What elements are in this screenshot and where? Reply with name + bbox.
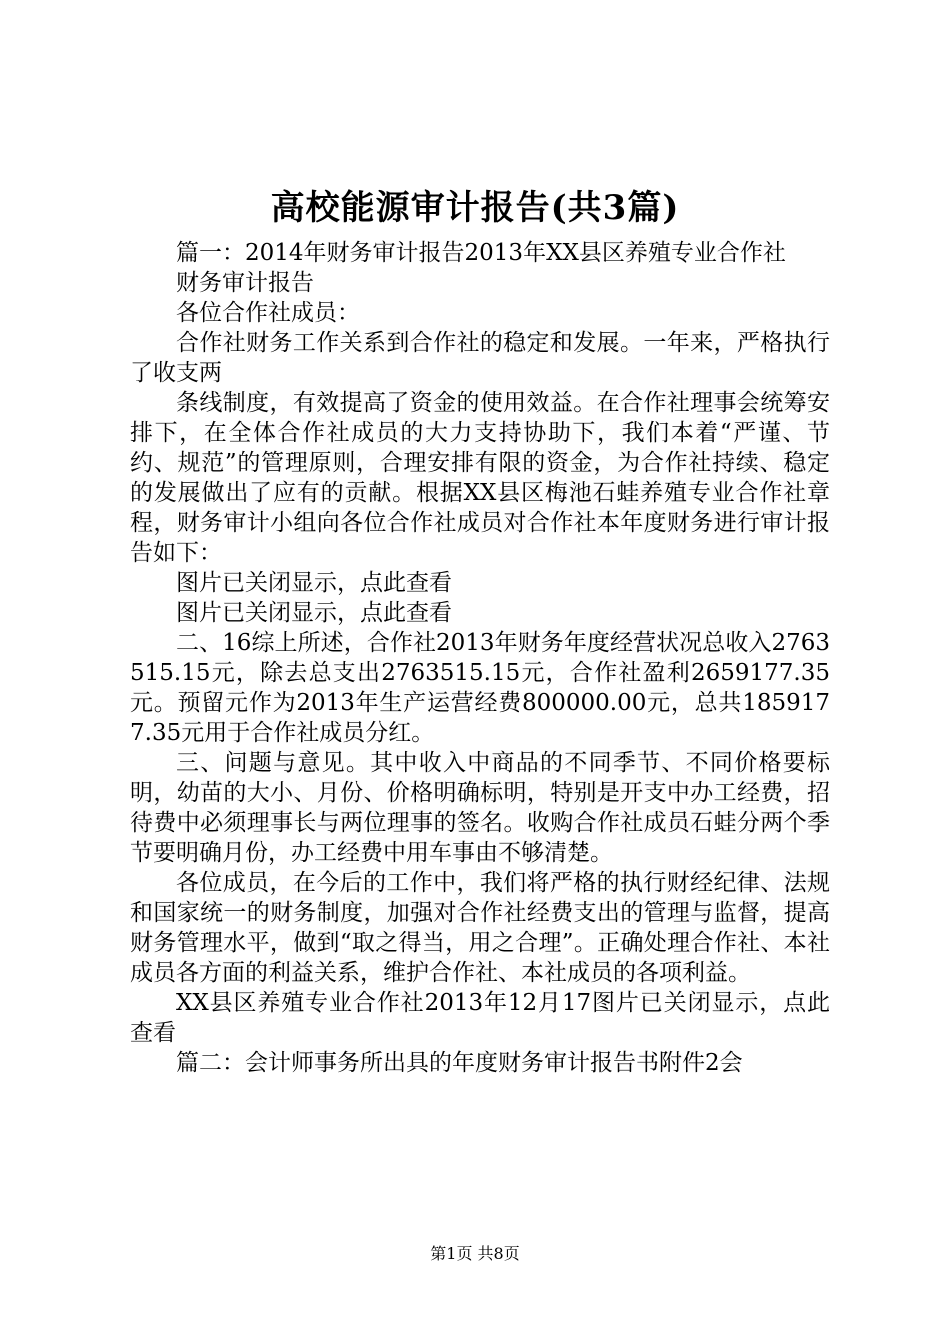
paragraph-closing: 各位成员，在今后的工作中，我们将严格的执行财经纪律、法规和国家统一的财务制度，加强对合作社经费支出的管理与监督，提高财务管理水平，做到“取之得当，用之合理”。正确处理合作社、本社成员各方面的利益关系，维护合作社、本社成员的各项利益。 <box>130 870 830 986</box>
paragraph-section-two-heading: 篇二：会计师事务所出具的年度财务审计报告书附件2会 <box>176 1050 743 1076</box>
paragraph-intro: 合作社财务工作关系到合作社的稳定和发展。一年来，严格执行了收支两 <box>130 330 830 386</box>
paragraph-summary: 二、16综上所述，合作社2013年财务年度经营状况总收入2763515.15元，除去总支出2763515.15元，合作社盈利2659177.35元。预留元作为2013年生产运营经费800000.00元，总共1859177.35元用于合作社成员分红。 <box>130 630 830 746</box>
paragraph-intro-continued: 条线制度，有效提高了资金的使用效益。在合作社理事会统筹安排下，在全体合作社成员的大力支持协助下，我们本着“严谨、节约、规范”的管理原则，合理安排有限的资金，为合作社持续、稳定的发展做出了应有的贡献。根据XX县区梅池石蛙养殖专业合作社章程，财务审计小组向各位合作社成员对合作社本年度财务进行审计报告如下： <box>130 390 830 566</box>
image-placeholder-link[interactable]: 图片已关闭显示，点此查看 <box>176 570 452 596</box>
paragraph-signature: XX县区养殖专业合作社2013年12月17图片已关闭显示，点此查看 <box>130 990 830 1046</box>
paragraph-section-one-heading: 篇一：2014年财务审计报告2013年XX县区养殖专业合作社 <box>176 240 786 266</box>
paragraph-issues: 三、问题与意见。其中收入中商品的不同季节、不同价格要标明，幼苗的大小、月份、价格明确标明，特别是开支中办工经费，招待费中必须理事长与两位理事的签名。收购合作社成员石蛙分两个季节要明确月份，办工经费中用车事由不够清楚。 <box>130 750 830 866</box>
document-title: 高校能源审计报告(共3篇) <box>270 188 680 228</box>
paragraph-report-title: 财务审计报告 <box>176 270 314 296</box>
paragraph-salutation: 各位合作社成员： <box>176 300 360 326</box>
page-number-footer: 第1页 共8页 <box>430 1244 520 1263</box>
document-body <box>130 238 830 1078</box>
image-placeholder-link[interactable]: 图片已关闭显示，点此查看 <box>176 600 452 626</box>
